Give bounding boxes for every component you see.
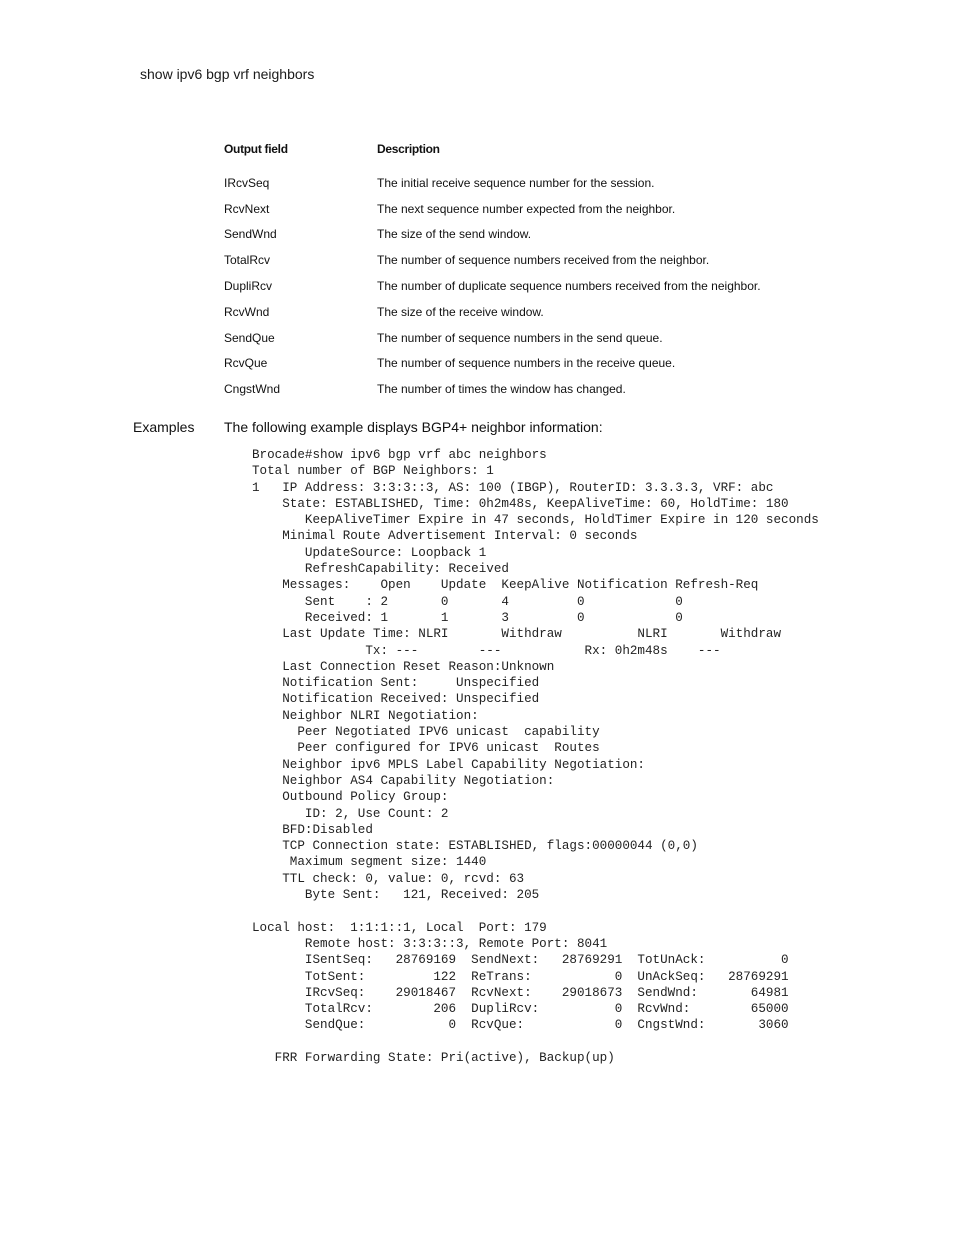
table-row [224, 376, 864, 402]
output-field-name: DupliRcv [224, 279, 273, 294]
column-header-description: Description [377, 142, 440, 156]
output-field-description: The number of times the window has changed. [377, 382, 626, 397]
table-row [224, 196, 864, 222]
table-row [224, 273, 864, 299]
output-field-name: CngstWnd [224, 382, 281, 397]
table-body [224, 170, 864, 402]
output-field-description: The next sequence number expected from the neighbor. [377, 201, 676, 216]
output-field-name: SendQue [224, 330, 275, 345]
table-row [224, 170, 864, 196]
output-field-name: RcvQue [224, 356, 268, 371]
output-field-name: RcvWnd [224, 304, 270, 319]
output-field-description: The number of duplicate sequence numbers received from the neighbor. [377, 279, 761, 294]
cli-output-example: Brocade#show ipv6 bgp vrf abc neighbors Total number of BGP Neighbors: 1 1 IP Address: 3:3:3::3, AS: 100 (IBGP), RouterID: 3.3.3.3, VRF: abc State: ESTABLISHED, Time: 0h2m48s, KeepAliveTime: 60, HoldTime: 180 KeepAliveTimer Expire in 47 seconds, HoldTimer Expire in 120 seconds Minimal Route Advertisement Interval: 0 seconds UpdateSource: Loopback 1 RefreshCapability: Received Messages: Open Update KeepAlive Notification Refresh-Req Sent : 2 0 4 0 0 Received: 1 1 3 0 0 Last Update Time: NLRI Withdraw NLRI Withdraw Tx: --- --- Rx: 0h2m48s --- Last Connection Reset Reason:Unknown Notification Sent: Unspecified Notification Received: Unspecified Neighbor NLRI Negotiation: Peer Negotiated IPV6 unicast capability Peer configured for IPV6 unicast Routes Neighbor ipv6 MPLS Label Capability Negotiation: Neighbor AS4 Capability Negotiation: Outbound Policy Group: ID: 2, Use Count: 2 BFD:Disabled TCP Connection state: ESTABLISHED, flags:00000044 (0,0) Maximum segment size: 1440 TTL check: 0, value: 0, rcvd: 63 Byte Sent: 121, Received: 205 Local host: 1:1:1::1, Local Port: 179 Remote host: 3:3:3::3, Remote Port: 8041 ISentSeq: 28769169 SendNext: 28769291 TotUnAck: 0 TotSent: 122 ReTrans: 0 UnAckSeq: 28769291 IRcvSeq: 29018467 RcvNext: 29018673 SendWnd: 64981 TotalRcv: 206 DupliRcv: 0 RcvWnd: 65000 SendQue: 0 RcvQue: 0 CngstWnd: 3060 FRR Forwarding State: Pri(active), Backup(up) [252, 448, 819, 1065]
output-field-description: The initial receive sequence number for the session. [377, 175, 655, 190]
output-field-description: The size of the receive window. [377, 304, 544, 319]
output-field-description: The size of the send window. [377, 227, 532, 242]
examples-heading: Examples [133, 419, 195, 435]
output-field-table [224, 142, 864, 402]
output-field-name: IRcvSeq [224, 175, 270, 190]
table-row [224, 351, 864, 377]
output-field-description: The number of sequence numbers in the receive queue. [377, 356, 676, 371]
table-row [224, 325, 864, 351]
output-field-name: TotalRcv [224, 253, 271, 268]
output-field-description: The number of sequence numbers received from the neighbor. [377, 253, 710, 268]
output-field-description: The number of sequence numbers in the send queue. [377, 330, 663, 345]
table-row [224, 222, 864, 248]
table-row [224, 247, 864, 273]
running-header: show ipv6 bgp vrf neighbors [140, 66, 315, 82]
output-field-name: SendWnd [224, 227, 277, 242]
table-row [224, 299, 864, 325]
table-header-row [224, 142, 864, 160]
examples-intro-text: The following example displays BGP4+ neighbor information: [224, 419, 603, 435]
output-field-name: RcvNext [224, 201, 270, 216]
column-header-output-field: Output field [224, 142, 288, 156]
